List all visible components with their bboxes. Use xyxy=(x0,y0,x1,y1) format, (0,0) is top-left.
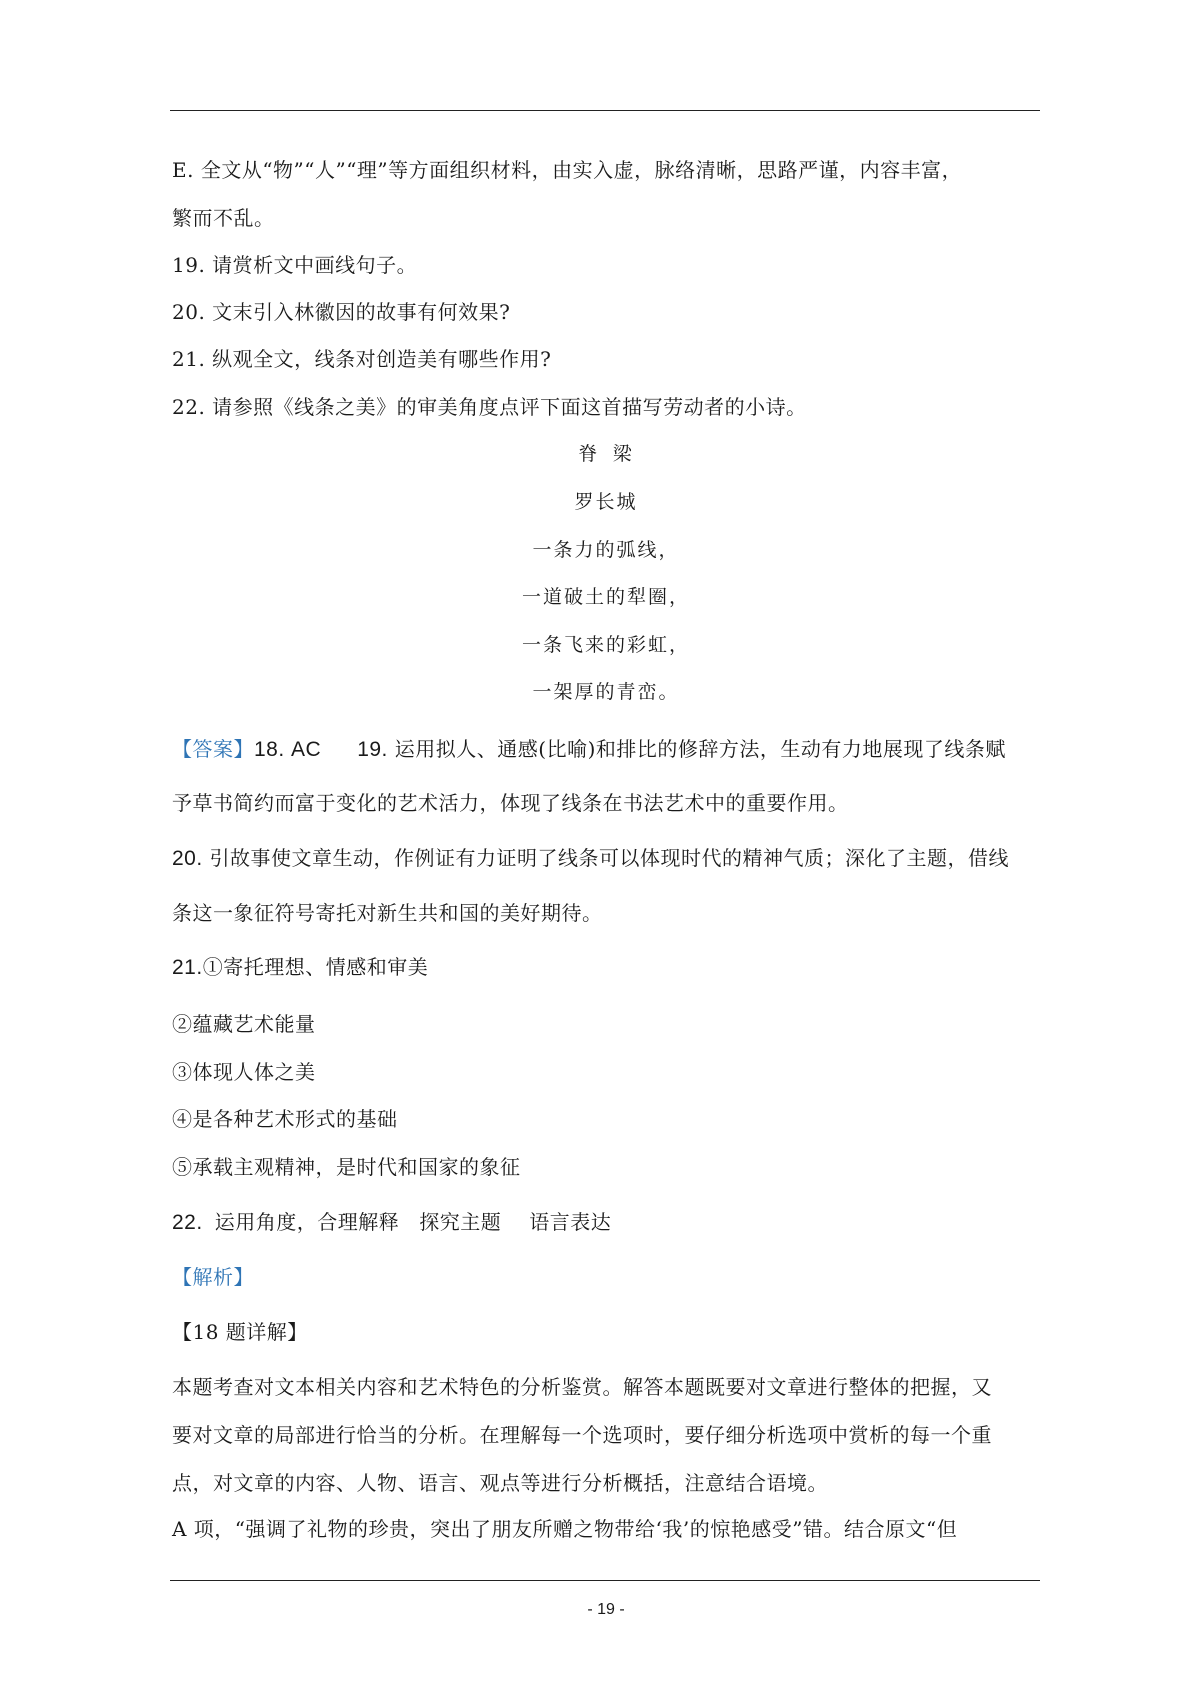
page-number: - 19 - xyxy=(587,1601,625,1618)
poem-line: 一架厚的青峦。 xyxy=(532,681,680,703)
answer-19-text: 运用拟人、通感(比喻)和排比的修辞方法，生动有力地展现了线条赋 xyxy=(387,737,1006,761)
analysis-paragraph-line: 点，对文章的内容、人物、语言、观点等进行分析概括，注意结合语境。 xyxy=(172,1471,828,1495)
answer-22-number: 22. xyxy=(172,1211,203,1234)
question-22: 22. 请参照《线条之美》的审美角度点评下面这首描写劳动者的小诗。 xyxy=(172,395,807,419)
poem-line: 一条力的弧线， xyxy=(532,539,680,561)
poem-line: 一道破土的犁圈， xyxy=(521,586,690,608)
answer-line-1 xyxy=(172,737,1006,762)
analysis-18-heading: 【18 题详解】 xyxy=(172,1320,308,1344)
answer-21-item: ①寄托理想、情感和审美 xyxy=(202,955,429,979)
answer-21-item: ④是各种艺术形式的基础 xyxy=(172,1107,398,1131)
answer-21-item: ②蕴藏艺术能量 xyxy=(172,1012,316,1036)
answer-21-item: ③体现人体之美 xyxy=(172,1060,316,1084)
answer-19-line-2: 予草书简约而富于变化的艺术活力，体现了线条在书法艺术中的重要作用。 xyxy=(172,791,849,815)
analysis-tag: 【解析】 xyxy=(172,1265,254,1289)
analysis-paragraph-line: A 项，“强调了礼物的珍贵，突出了朋友所赠之物带给‘我’的惊艳感受”错。结合原文“但 xyxy=(172,1517,958,1541)
answer-20-line-1 xyxy=(172,846,1009,871)
answer-19-number: 19. xyxy=(357,738,388,761)
answer-20-text: 引故事使文章生动，作例证有力证明了线条可以体现时代的精神气质；深化了主题，借线 xyxy=(202,846,1010,870)
poem-author: 罗长城 xyxy=(574,491,638,513)
answer-22-part: 探究主题 xyxy=(419,1210,502,1234)
answer-tag: 【答案】 xyxy=(172,737,254,761)
analysis-paragraph-line: 要对文章的局部进行恰当的分析。在理解每一个选项时，要仔细分析选项中赏析的每一个重 xyxy=(172,1423,992,1447)
header-rule xyxy=(170,110,1040,111)
question-19: 19. 请赏析文中画线句子。 xyxy=(172,253,418,277)
poem-line: 一条飞来的彩虹， xyxy=(521,634,690,656)
answer-22-part: 语言表达 xyxy=(529,1210,612,1234)
answer-21-item: ⑤承载主观精神，是时代和国家的象征 xyxy=(172,1155,521,1179)
question-21: 21. 纵观全文，线条对创造美有哪些作用? xyxy=(172,347,552,371)
footer-rule xyxy=(170,1580,1040,1581)
answer-18: 18. AC xyxy=(254,738,322,761)
poem-title: 脊 梁 xyxy=(578,443,634,465)
answer-22-part: 运用角度，合理解释 xyxy=(214,1210,400,1234)
answer-20-line-2: 条这一象征符号寄托对新生共和国的美好期待。 xyxy=(172,901,603,925)
question-20: 20. 文末引入林徽因的故事有何效果? xyxy=(172,300,511,324)
answer-21-line-1 xyxy=(172,955,428,980)
answer-21-number: 21. xyxy=(172,956,203,979)
answer-22 xyxy=(172,1210,611,1235)
analysis-paragraph-line: 本题考查对文本相关内容和艺术特色的分析鉴赏。解答本题既要对文章进行整体的把握，又 xyxy=(172,1375,992,1399)
option-e-line-2: 繁而不乱。 xyxy=(172,206,275,230)
option-e-line-1: E. 全文从“物”“人”“理”等方面组织材料，由实入虚，脉络清晰，思路严谨，内容丰富， xyxy=(172,158,963,182)
answer-20-number: 20. xyxy=(172,847,203,870)
